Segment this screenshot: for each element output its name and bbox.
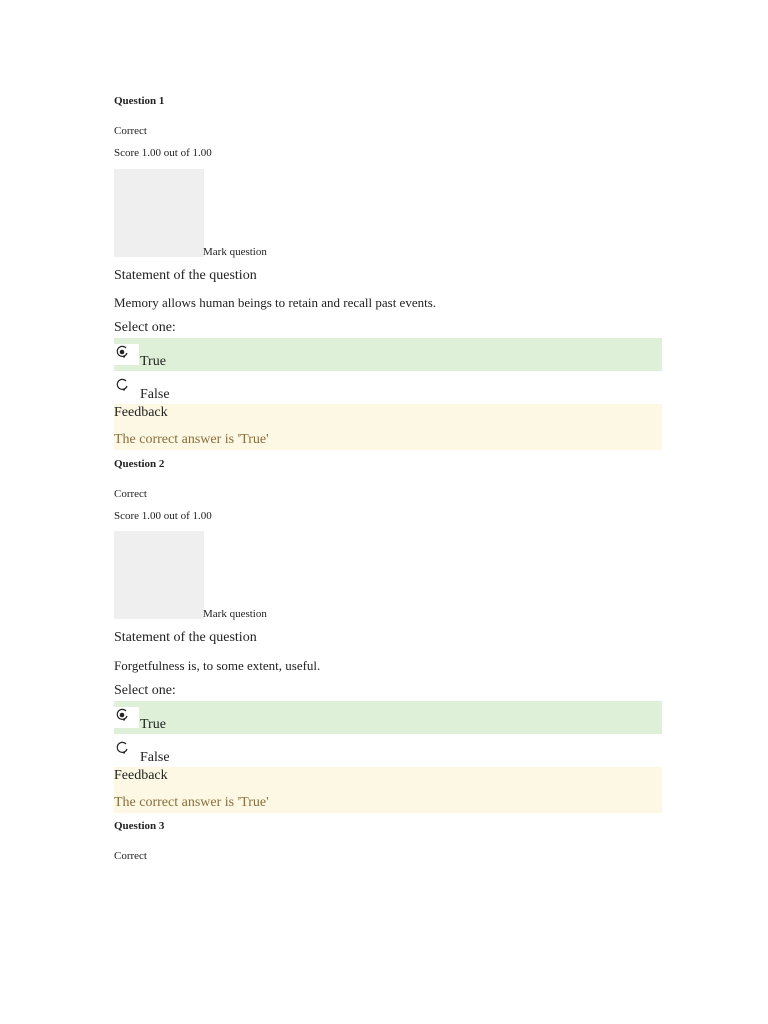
feedback-text: The correct answer is 'True' — [114, 432, 269, 447]
feedback-text: The correct answer is 'True' — [114, 795, 269, 810]
radio-true[interactable] — [114, 344, 139, 365]
mark-question-link[interactable]: Mark question — [203, 608, 267, 620]
answer-option-false[interactable] — [114, 371, 662, 404]
statement-label: Statement of the question — [114, 630, 257, 645]
radio-false[interactable] — [114, 377, 139, 398]
radio-true[interactable] — [114, 707, 139, 728]
select-one-prompt: Select one: — [114, 683, 176, 698]
answer-option-true[interactable] — [114, 701, 662, 734]
question-text: Forgetfulness is, to some extent, useful. — [114, 658, 321, 673]
question-title: Question 1 — [114, 95, 165, 107]
answer-option-true[interactable] — [114, 338, 662, 371]
radio-selected-icon — [115, 708, 129, 722]
question-state: Correct — [114, 488, 147, 500]
question-text: Memory allows human beings to retain and recall past events. — [114, 295, 437, 310]
answer-label-true: True — [140, 354, 166, 369]
radio-selected-icon — [115, 345, 129, 359]
mark-question-link[interactable]: Mark question — [203, 246, 267, 258]
question-state: Correct — [114, 125, 147, 137]
answer-label-false: False — [140, 387, 170, 402]
select-one-prompt: Select one: — [114, 320, 176, 335]
statement-label: Statement of the question — [114, 268, 257, 283]
feedback-box — [114, 767, 662, 813]
radio-false[interactable] — [114, 740, 139, 761]
question-grade: Score 1.00 out of 1.00 — [114, 510, 212, 522]
flag-image-placeholder[interactable] — [114, 169, 204, 257]
question-state: Correct — [114, 850, 147, 862]
flag-image-placeholder[interactable] — [114, 531, 204, 619]
feedback-title: Feedback — [114, 405, 168, 420]
answer-label-true: True — [140, 717, 166, 732]
feedback-title: Feedback — [114, 768, 168, 783]
answer-label-false: False — [140, 750, 170, 765]
radio-unselected-icon — [115, 741, 129, 755]
answer-option-false[interactable] — [114, 734, 662, 767]
feedback-box — [114, 404, 662, 450]
question-grade: Score 1.00 out of 1.00 — [114, 147, 212, 159]
radio-unselected-icon — [115, 378, 129, 392]
question-title: Question 3 — [114, 820, 165, 832]
question-title: Question 2 — [114, 458, 165, 470]
